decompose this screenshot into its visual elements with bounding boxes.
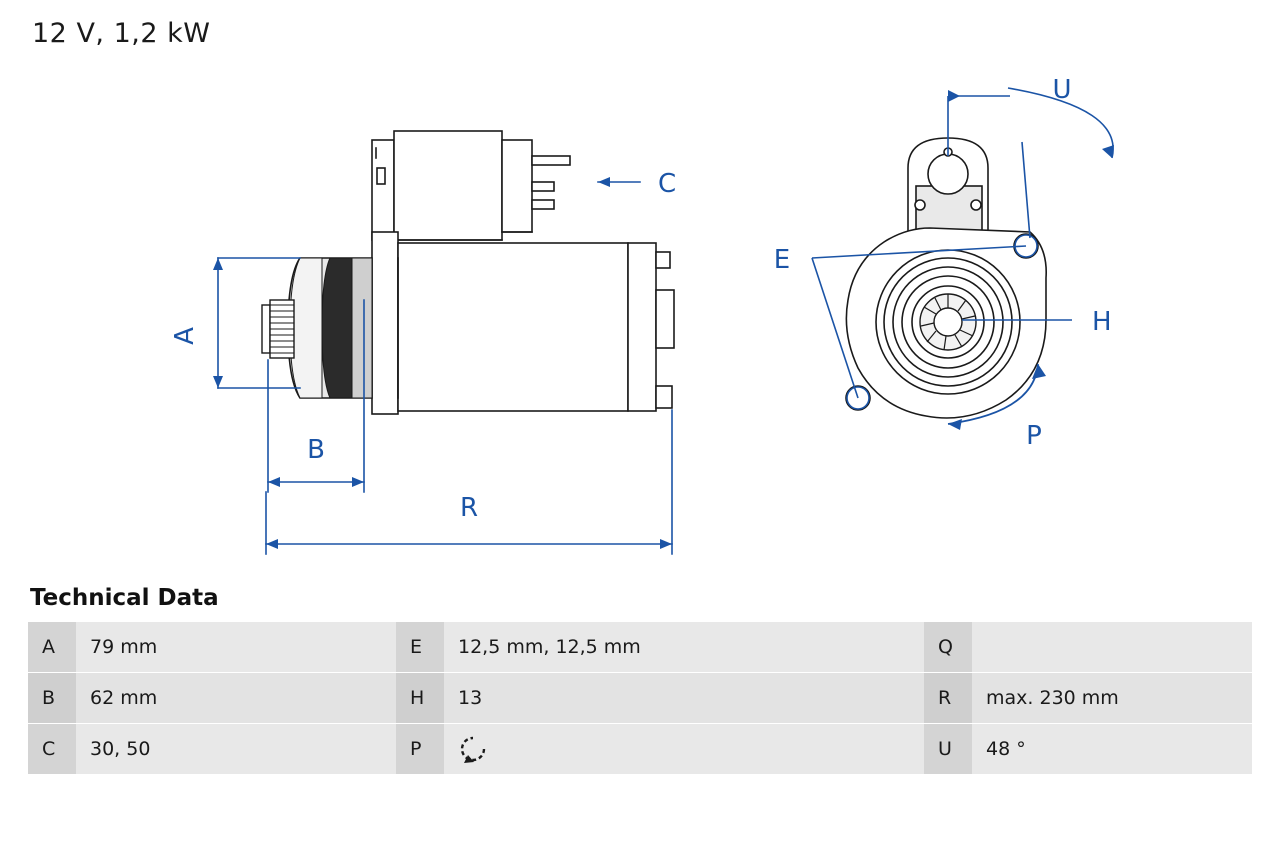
callout-label-e: E — [773, 245, 791, 275]
row-key-u: U — [924, 724, 972, 775]
row-value-h: 13 — [444, 673, 924, 724]
row-key-r: R — [924, 673, 972, 724]
table-row — [28, 724, 1252, 775]
solenoid — [372, 131, 570, 240]
row-key-p: P — [396, 724, 444, 775]
technical-data-section — [28, 585, 1252, 774]
row-key-h: H — [396, 673, 444, 724]
rotation-clockwise-icon — [458, 734, 492, 764]
row-value-p — [444, 724, 924, 775]
callout-label-c: C — [658, 169, 677, 199]
row-key-c: C — [28, 724, 76, 775]
callout-label-h: H — [1092, 307, 1112, 337]
technical-data-title: Technical Data — [30, 585, 219, 611]
row-key-a: A — [28, 622, 76, 673]
row-key-e: E — [396, 622, 444, 673]
front-view-group — [774, 75, 1114, 451]
page-title: 12 V, 1,2 kW — [32, 18, 211, 49]
row-key-b: B — [28, 673, 76, 724]
row-value-e: 12,5 mm, 12,5 mm — [444, 622, 924, 673]
technical-data-table — [28, 621, 1252, 774]
table-row — [28, 622, 1252, 673]
dimension-label-r: R — [459, 493, 479, 523]
motor-body — [372, 232, 674, 414]
row-value-a: 79 mm — [76, 622, 396, 673]
row-value-c: 30, 50 — [76, 724, 396, 775]
callout-c — [598, 177, 640, 187]
pinion-gear — [262, 300, 294, 358]
row-value-b: 62 mm — [76, 673, 396, 724]
table-row — [28, 673, 1252, 724]
row-value-r: max. 230 mm — [972, 673, 1252, 724]
dimension-label-a: A — [170, 327, 200, 345]
dimension-label-b: B — [307, 435, 325, 465]
callout-label-u: U — [1052, 75, 1072, 105]
row-value-u: 48 ° — [972, 724, 1252, 775]
side-view-group — [170, 131, 676, 554]
callout-label-p: P — [1026, 421, 1042, 451]
row-value-q — [972, 622, 1252, 673]
drive-end-housing — [288, 258, 372, 398]
row-key-q: Q — [924, 622, 972, 673]
pinion-teeth-ring — [920, 294, 976, 350]
